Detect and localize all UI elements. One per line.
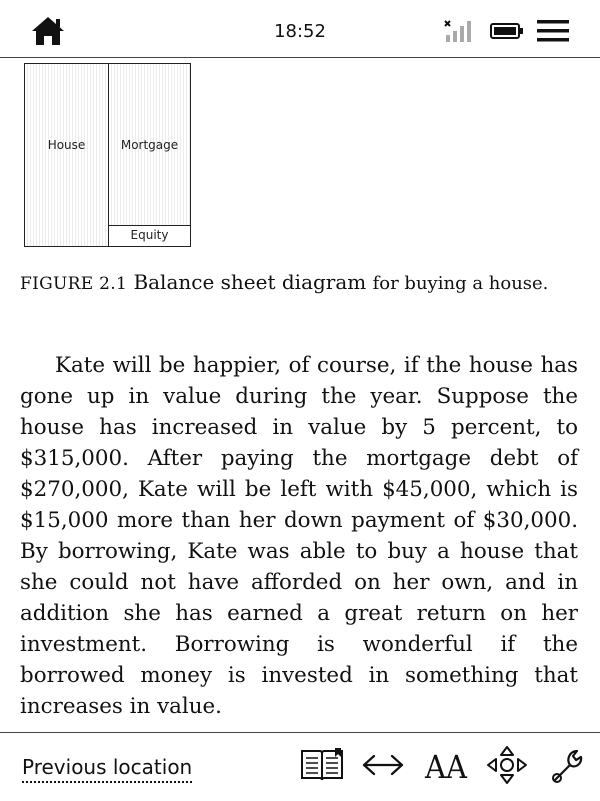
balance-sheet-diagram <box>24 63 191 247</box>
mortgage-box <box>109 64 190 226</box>
clock: 18:52 <box>274 21 326 42</box>
bottom-toolbar <box>0 732 600 801</box>
page-arrows-icon[interactable] <box>360 745 406 785</box>
table-of-contents-icon[interactable] <box>299 745 345 785</box>
home-icon[interactable] <box>30 15 66 47</box>
font-size-icon-text: AA <box>424 748 468 785</box>
figure-title: Balance sheet diagram <box>133 270 367 294</box>
body-paragraph: Kate will be happier, of course, if the house has gone up in value during the year. Suppose the house has increased in value by 5 percent, to $315,000. After paying the mortgage debt of $270,000, Kate will be left with $45,000, which is $15,000 more than her down payment of $30,000. By borrowing, Kate was able to buy a house that she could not have afforded on her own, and in addition she has earned a great return on her investment. Borrowing is wonderful if the borrowed money is invested in something that increases in value. <box>20 353 578 719</box>
font-size-icon[interactable] <box>423 745 469 785</box>
settings-wrench-icon[interactable] <box>546 745 592 785</box>
mortgage-label: Mortgage <box>120 138 179 152</box>
figure-number: FIGURE 2.1 <box>20 274 128 294</box>
house-label: House <box>47 138 86 152</box>
equity-box <box>109 226 190 246</box>
previous-location-link[interactable]: Previous location <box>22 755 192 783</box>
battery-icon <box>490 22 524 40</box>
figure-title-rest: for buying a house. <box>372 273 549 294</box>
figure-caption <box>20 268 580 298</box>
menu-icon[interactable] <box>537 20 569 42</box>
house-box <box>25 64 109 246</box>
navigation-icon[interactable] <box>484 745 530 785</box>
signal-off-icon <box>443 19 475 43</box>
status-bar <box>0 0 600 58</box>
equity-label: Equity <box>130 228 169 242</box>
